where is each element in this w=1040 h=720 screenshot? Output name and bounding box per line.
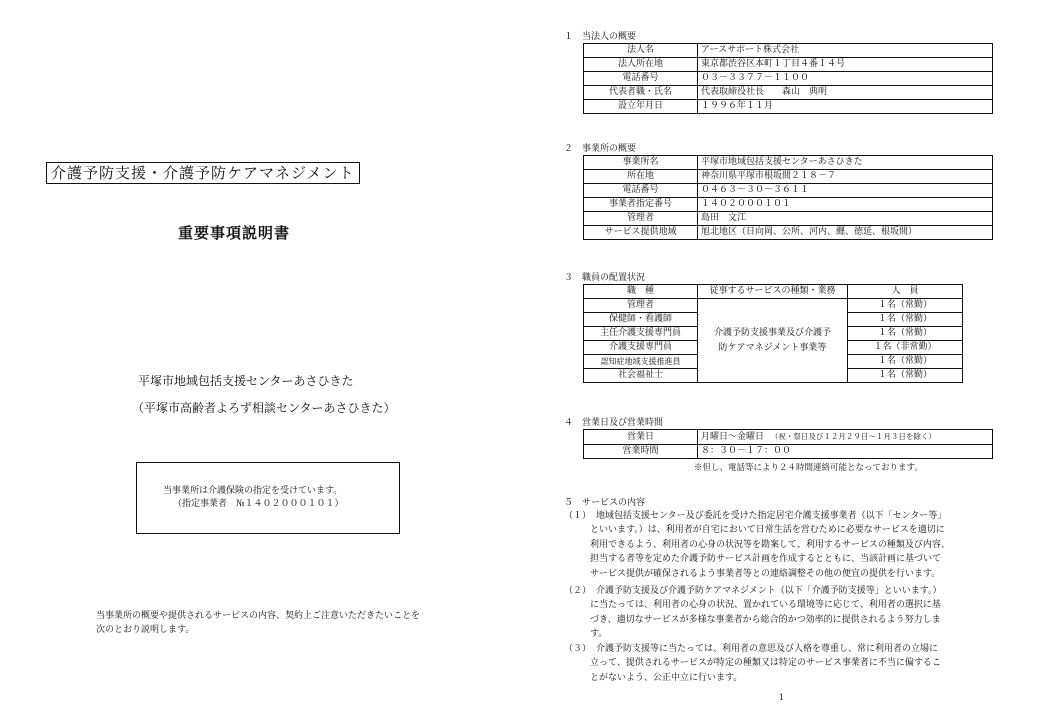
- paragraph-line: 地域包括支援センター及び委託を受けた指定居宅介護支援事業者（以下「センター等」: [596, 511, 947, 521]
- count-cell: １名（常勤）: [848, 355, 963, 369]
- intro-line: 当事業所の概要や提供されるサービスの内容、契約上ご注意いただきたいことを: [96, 611, 421, 621]
- row-value: 東京都渋谷区本町１丁目４番１４号: [698, 58, 993, 72]
- role-cell: 社会福祉士: [584, 369, 698, 383]
- row-label: 法人所在地: [584, 58, 698, 72]
- count-cell: １名（非常勤）: [848, 341, 963, 355]
- table-row: [584, 100, 993, 114]
- business-days: 月曜日～金曜日: [701, 432, 765, 442]
- role-cell: 保健師・看護師: [584, 313, 698, 327]
- row-label: 所在地: [584, 170, 698, 184]
- paragraph-line: サービス提供が確保されるよう事業者等との連絡調整その他の便宜の提供を行います。: [590, 568, 941, 579]
- paragraph-number: （２）: [564, 586, 592, 596]
- row-value: 神奈川県平塚市根坂間２１８－７: [698, 170, 993, 184]
- corporation-table: [583, 43, 993, 114]
- table-header-row: [584, 285, 963, 299]
- service-line: 防ケアマネジメント事業等: [718, 342, 827, 353]
- row-value: １４０２０００１０１: [698, 198, 993, 212]
- row-label: 代表者職・氏名: [584, 86, 698, 100]
- column-header: 人 員: [848, 285, 963, 299]
- contact-note: ※但し、電話等により２４時間連絡可能となっております。: [694, 463, 923, 473]
- table-row: [584, 58, 993, 72]
- row-value: 代表取締役社長 森山 典明: [698, 86, 993, 100]
- intro-line: 次のとおり説明します。: [96, 625, 195, 635]
- row-label: 事業者指定番号: [584, 198, 698, 212]
- table-row: [584, 299, 963, 313]
- center-name: 平塚市地域包括支援センターあさひきた: [138, 374, 354, 388]
- holiday-note: （祝・祭日及び１２月２９日～１月３日を除く）: [770, 432, 936, 441]
- paragraph-line: 介護予防支援及び介護予防ケアマネジメント（以下「介護予防支援等」といいます。）: [596, 586, 942, 596]
- row-label: 営業時間: [584, 445, 698, 459]
- service-paragraph-2: [564, 584, 942, 642]
- section-3-heading: ３ 職員の配置状況: [564, 273, 646, 283]
- table-row: [584, 86, 993, 100]
- hours-table: [583, 429, 993, 459]
- service-paragraph-3: [564, 642, 941, 685]
- row-label: 事業所名: [584, 156, 698, 170]
- paragraph-line: 立って、提供されるサービスが特定の種類又は特定のサービス事業者に不当に偏するこ: [590, 658, 941, 669]
- paragraph-line: に当たっては、利用者の心身の状況、置かれている環境等に応じて、利用者の選択に基: [590, 600, 941, 611]
- table-row: [584, 198, 993, 212]
- service-line: 介護予防支援事業及び介護予: [713, 327, 831, 338]
- count-cell: １名（常勤）: [848, 313, 963, 327]
- count-cell: １名（常勤）: [848, 327, 963, 341]
- row-label: 電話番号: [584, 72, 698, 86]
- paragraph-line: 担当する者等を定めた介護予防サービス計画を作成するとともに、当該計画に基づいて: [590, 554, 942, 565]
- table-row: [584, 44, 993, 58]
- paragraph-line: 利用できるよう、利用者の心身の状況等を勘案して、利用するサービスの種類及び内容、: [590, 539, 950, 550]
- intro-text: [96, 609, 420, 637]
- paragraph-line: づき、適切なサービスが多様な事業者から総合的かつ効率的に提供されるよう努力しま: [590, 614, 941, 625]
- section-4-heading: ４ 営業日及び営業時間: [564, 418, 664, 428]
- service-cell: [698, 299, 848, 383]
- notice-line: 当事業所は介護保険の指定を受けています。: [163, 486, 343, 496]
- staff-table: [583, 284, 963, 383]
- row-label: サービス提供地域: [584, 226, 698, 240]
- row-value: [698, 430, 993, 445]
- row-value: アースサポート株式会社: [698, 44, 993, 58]
- row-value: ８：３０－１７：００: [698, 445, 993, 459]
- document-subtitle: 重要事項説明書: [178, 224, 291, 242]
- row-value: 旭北地区（日向岡、公所、河内、纒、徳延、根坂間）: [698, 226, 993, 240]
- table-row: [584, 170, 993, 184]
- role-cell: 認知症地域支援推進員: [584, 355, 698, 369]
- section-5-heading: ５ サービスの内容: [564, 498, 646, 508]
- document-title: 介護予防支援・介護予防ケアマネジメント: [46, 162, 360, 184]
- row-label: 法人名: [584, 44, 698, 58]
- row-label: 営業日: [584, 430, 698, 445]
- row-label: 電話番号: [584, 184, 698, 198]
- section-2-heading: ２ 事業所の概要: [564, 144, 637, 154]
- page-number: 1: [779, 693, 785, 702]
- role-cell: 管理者: [584, 299, 698, 313]
- paragraph-line: といいます。）は、利用者が自宅において日常生活を営むために必要なサービスを適切に: [590, 525, 945, 536]
- table-row: [584, 72, 993, 86]
- paragraph-line: 介護予防支援等に当たっては、利用者の意思及び人格を尊重し、常に利用者の立場に: [596, 644, 939, 654]
- center-alias: （平塚市高齢者よろず相談センターあさひきた）: [132, 401, 396, 415]
- table-row: [584, 212, 993, 226]
- column-header: 従事するサービスの種類・業務: [698, 285, 848, 299]
- count-cell: １名（常勤）: [848, 369, 963, 383]
- row-value: 島田 文江: [698, 212, 993, 226]
- paragraph-number: （１）: [564, 511, 592, 521]
- section-1-heading: １ 当法人の概要: [564, 32, 637, 42]
- designation-notice-box: [136, 462, 400, 534]
- paragraph-number: （３）: [564, 644, 592, 654]
- table-row: [584, 430, 993, 445]
- row-label: 設立年月日: [584, 100, 698, 114]
- table-row: [584, 156, 993, 170]
- row-value: ０３－３３７７－１１００: [698, 72, 993, 86]
- row-value: ０４６３－３０－３６１１: [698, 184, 993, 198]
- table-row: [584, 184, 993, 198]
- row-label: 管理者: [584, 212, 698, 226]
- service-paragraph-1: [564, 509, 950, 581]
- count-cell: １名（常勤）: [848, 299, 963, 313]
- role-cell: 介護支援専門員: [584, 341, 698, 355]
- table-row: [584, 445, 993, 459]
- table-row: [584, 226, 993, 240]
- office-table: [583, 155, 993, 240]
- role-cell: 主任介護支援専門員: [584, 327, 698, 341]
- paragraph-line: とがないよう、公正中立に行います。: [590, 672, 743, 683]
- column-header: 職 種: [584, 285, 698, 299]
- row-value: 平塚市地域包括支援センターあさひきた: [698, 156, 993, 170]
- row-value: １９９６年１１月: [698, 100, 993, 114]
- notice-line: （指定事業者 №１４０２０００１０１）: [173, 499, 344, 509]
- paragraph-line: す。: [590, 629, 608, 640]
